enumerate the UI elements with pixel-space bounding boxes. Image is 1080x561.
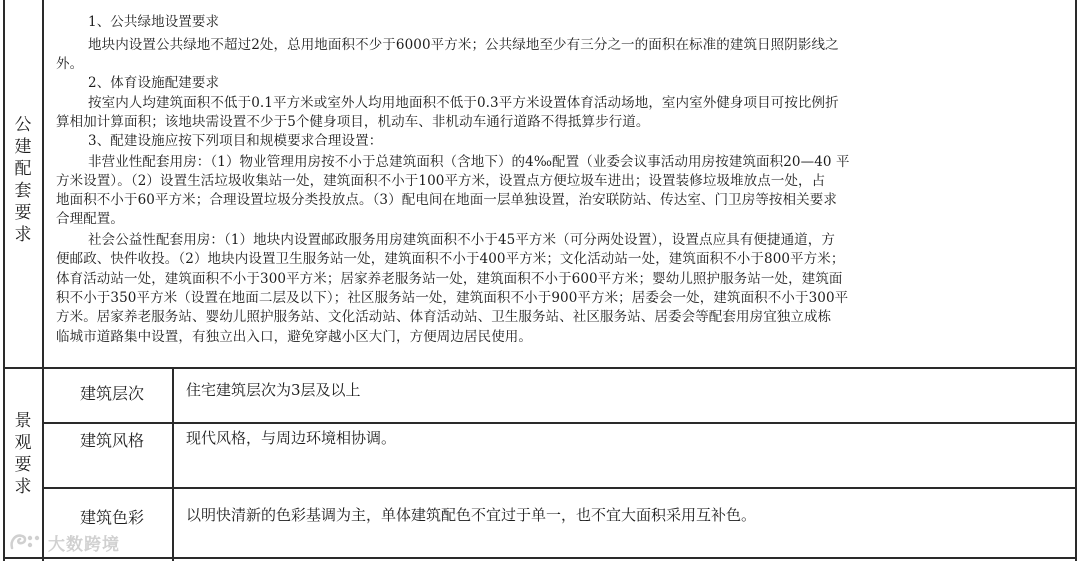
public-facilities-side-label: 公 建 配 套 要 求 [14,115,32,245]
row-label: 建筑层次 [79,384,144,403]
table-border-right [1075,0,1077,561]
text-line: 便邮政、快件收投。（2）地块内设置卫生服务站一处，建筑面积不小于400平方米；文化活动站一处，建筑面积不小于800平方米； [56,251,845,267]
text-line: 方米。居家养老服务站、婴幼儿照护服务站、文化活动站、体育活动站、卫生服务站、社区服务站、居委会等配套用房宜独立成栋 [56,309,832,325]
table-border-section-divider [3,367,1077,369]
text-line: 社会公益性配套用房：（1）地块内设置邮政服务用房建筑面积不小于45平方米（可分两处设置），设置点应具有便捷通道，方 [88,232,835,248]
row-label: 建筑色彩 [79,508,144,527]
watermark-logo-icon [8,530,44,554]
table-border-bottom [3,557,1077,559]
table-border-row-label-column [172,368,174,561]
text-line: 地面积不小于60平方米；合理设置垃圾分类投放点。（3）配电间在地面一层单独设置，治安联防站、传达室、门卫房等按相关要求 [56,192,837,208]
text-line: 按室内人均建筑面积不低于0.1平方米或室外人均用地面积不低于0.3平方米设置体育活动场地，室内室外健身项目可按比例折 [88,95,839,111]
row-value: 现代风格，与周边环境相协调。 [186,429,397,447]
watermark [8,528,120,556]
landscape-side-label: 景 观 要 求 [14,411,32,497]
table-border-label-column [42,0,44,561]
text-line: 2、体育设施配建要求 [88,75,220,91]
table-border-row-2 [42,487,1077,489]
text-line: 积不小于350平方米（设置在地面二层及以下）；社区服务站一处，建筑面积不小于900平方米；居委会一处，建筑面积不小于300平 [56,290,849,306]
row-value: 住宅建筑层次为3层及以上 [186,381,361,399]
text-line: 地块内设置公共绿地不超过2处，总用地面积不少于6000平方米；公共绿地至少有三分之一的面积在标准的建筑日照阴影线之 [88,37,839,53]
watermark-text: 大数跨境 [48,534,120,555]
text-line: 算相加计算面积；该地块需设置不少于5个健身项目，机动车、非机动车通行道路不得抵算步行道。 [56,114,650,130]
text-line: 方米设置）。（2）设置生活垃圾收集站一处，建筑面积不小于100平方米，设置点方便垃圾车进出；设置装修垃圾堆放点一处，占 [56,173,826,189]
row-label: 建筑风格 [79,431,144,450]
text-line: 1、公共绿地设置要求 [88,14,220,30]
text-line: 外。 [56,56,84,72]
text-line: 3、配建设施应按下列项目和规模要求合理设置： [88,133,383,149]
row-value: 以明快清新的色彩基调为主，单体建筑配色不宜过于单一，也不宜大面积采用互补色。 [186,506,757,524]
text-line: 体育活动站一处，建筑面积不小于300平方米；居家养老服务站一处，建筑面积不小于600平方米；婴幼儿照护服务站一处，建筑面 [56,271,843,287]
text-line: 非营业性配套用房：（1）物业管理用房按不小于总建筑面积（含地下）的4‰配置（业委会议事活动用房按建筑面积20—40 平 [88,154,850,170]
text-line: 临城市道路集中设置，有独立出入口，避免穿越小区大门，方便周边居民使用。 [56,329,532,345]
table-border-row-1 [42,422,1077,424]
table-border-left [3,0,5,561]
text-line: 合理配置。 [56,211,124,227]
